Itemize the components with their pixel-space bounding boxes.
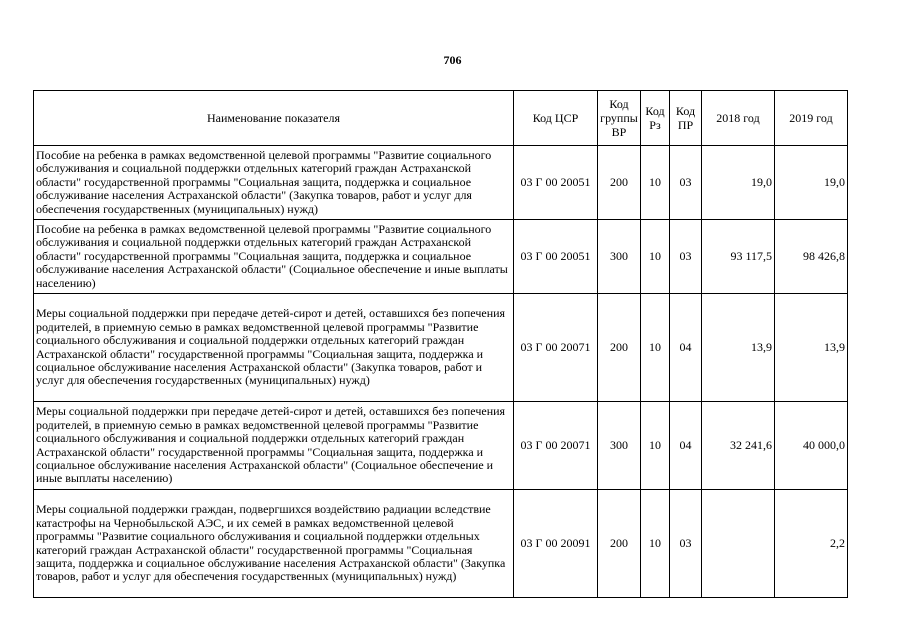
cell-name: Меры социальной поддержки при передаче детей-сирот и детей, оставшихся без попечения родителей, в приемную семью в рамках ведомственной целевой программы "Развитие социального обслуживания и социальной поддержки отдельных категорий граждан Астраханской области" государственной программы "Социальная защита, поддержка и социальное обслуживание населения Астраханской области" (Закупка товаров, работ и услуг для обеспечения государственных (муниципальных) нужд) — [34, 294, 514, 402]
table-row — [34, 220, 848, 294]
cell-rz: 10 — [641, 220, 670, 294]
cell-pr: 03 — [670, 490, 702, 598]
cell-csr: 03 Г 00 20051 — [514, 146, 598, 220]
page-number: 706 — [443, 53, 462, 67]
cell-pr: 03 — [670, 146, 702, 220]
cell-2018: 32 241,6 — [702, 402, 775, 490]
cell-rz: 10 — [641, 294, 670, 402]
cell-pr: 03 — [670, 220, 702, 294]
cell-vr: 200 — [598, 490, 641, 598]
cell-name: Пособие на ребенка в рамках ведомственной целевой программы "Развитие социального обслуживания и социальной поддержки отдельных категорий граждан Астраханской области" государственной программы "Социальная защита, поддержка и социальное обслуживание населения Астраханской области" (Социальное обеспечение и иные выплаты населению) — [34, 220, 514, 294]
cell-2018: 13,9 — [702, 294, 775, 402]
header-2019: 2019 год — [775, 91, 848, 146]
cell-csr: 03 Г 00 20071 — [514, 402, 598, 490]
table-row — [34, 146, 848, 220]
cell-vr: 200 — [598, 146, 641, 220]
cell-2018: 93 117,5 — [702, 220, 775, 294]
cell-name: Пособие на ребенка в рамках ведомственной целевой программы "Развитие социального обслуживания и социальной поддержки отдельных категорий граждан Астраханской области" государственной программы "Социальная защита, поддержка и социальное обслуживание населения Астраханской области" (Закупка товаров, работ и услуг для обеспечения государственных (муниципальных) нужд) — [34, 146, 514, 220]
cell-pr: 04 — [670, 294, 702, 402]
cell-csr: 03 Г 00 20051 — [514, 220, 598, 294]
cell-2019: 40 000,0 — [775, 402, 848, 490]
cell-2019: 2,2 — [775, 490, 848, 598]
table-row — [34, 490, 848, 598]
header-name: Наименование показателя — [34, 91, 514, 146]
header-2018: 2018 год — [702, 91, 775, 146]
cell-vr: 200 — [598, 294, 641, 402]
cell-csr: 03 Г 00 20071 — [514, 294, 598, 402]
cell-name: Меры социальной поддержки граждан, подвергшихся воздействию радиации вследствие катастрофы на Чернобыльской АЭС, и их семей в рамках ведомственной целевой программы "Развитие социального обслуживания и социальной поддержки отдельных категорий граждан Астраханской области" государственной программы "Социальная защита, поддержка и социальное обслуживание населения Астраханской области" (Закупка товаров, работ и услуг для обеспечения государственных (муниципальных) нужд) — [34, 490, 514, 598]
budget-table — [33, 90, 848, 598]
table-header-row — [34, 91, 848, 146]
cell-csr: 03 Г 00 20091 — [514, 490, 598, 598]
cell-2018 — [702, 490, 775, 598]
table-row — [34, 402, 848, 490]
header-pr: Код ПР — [670, 91, 702, 146]
cell-2019: 13,9 — [775, 294, 848, 402]
cell-vr: 300 — [598, 402, 641, 490]
cell-name: Меры социальной поддержки при передаче детей-сирот и детей, оставшихся без попечения родителей, в приемную семью в рамках ведомственной целевой программы "Развитие социального обслуживания и социальной поддержки отдельных категорий граждан Астраханской области" государственной программы "Социальная защита, поддержка и социальное обслуживание населения Астраханской области" (Социальное обеспечение и иные выплаты населению) — [34, 402, 514, 490]
cell-2019: 19,0 — [775, 146, 848, 220]
header-rz: Код Рз — [641, 91, 670, 146]
cell-2019: 98 426,8 — [775, 220, 848, 294]
header-csr: Код ЦСР — [514, 91, 598, 146]
header-vr: Код группы ВР — [598, 91, 641, 146]
cell-rz: 10 — [641, 146, 670, 220]
table-row — [34, 294, 848, 402]
cell-rz: 10 — [641, 490, 670, 598]
cell-2018: 19,0 — [702, 146, 775, 220]
cell-pr: 04 — [670, 402, 702, 490]
cell-rz: 10 — [641, 402, 670, 490]
cell-vr: 300 — [598, 220, 641, 294]
